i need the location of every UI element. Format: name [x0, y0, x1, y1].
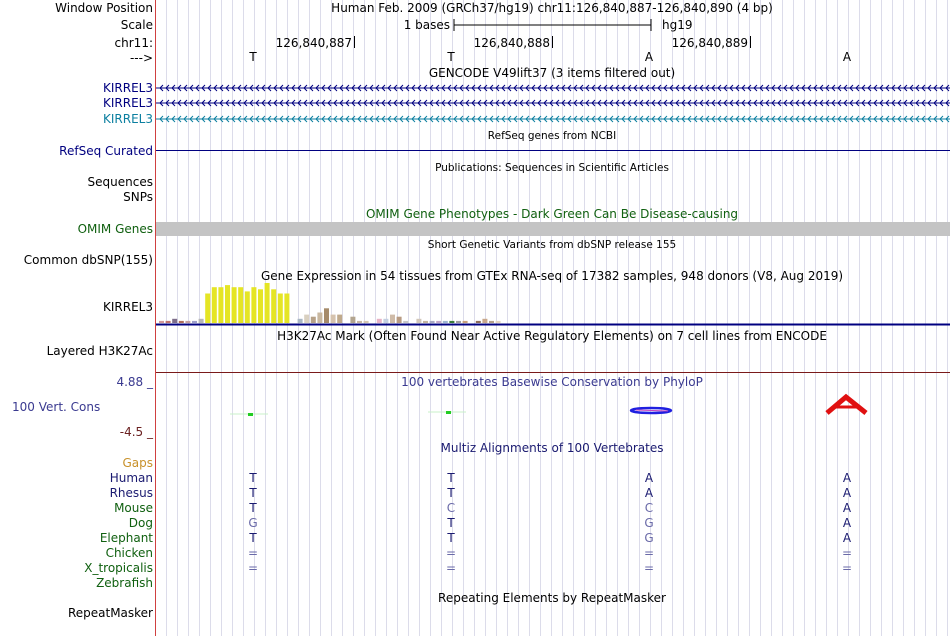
repeatmasker-label[interactable]: RepeatMasker: [67, 606, 153, 620]
species-label-gaps[interactable]: Gaps: [122, 456, 153, 470]
gtex-tissue-bar: [331, 315, 336, 323]
refseq-curated-label[interactable]: RefSeq Curated: [59, 144, 153, 158]
ref-base-2: T: [447, 50, 455, 64]
gtex-tissue-bar: [436, 321, 441, 323]
species-label-elephant[interactable]: Elephant: [99, 531, 153, 545]
ref-base-3: A: [644, 50, 654, 64]
alignment-base: T: [249, 531, 257, 545]
gencode-item-label-2[interactable]: KIRREL3: [103, 96, 153, 110]
alignment-base: =: [841, 561, 853, 575]
alignment-base: A: [644, 486, 654, 500]
alignment-base: T: [447, 486, 455, 500]
alignment-base: T: [447, 531, 455, 545]
gencode-track-title[interactable]: GENCODE V49lift37 (3 items filtered out): [428, 66, 676, 80]
conservation-base-c-mid: [636, 410, 668, 411]
dbsnp-label[interactable]: Common dbSNP(155): [23, 253, 153, 267]
gtex-tissue-bar: [377, 319, 382, 323]
alignment-base: =: [643, 561, 655, 575]
gtex-tissue-bar: [403, 321, 408, 323]
gencode-transcript-3: [156, 116, 950, 122]
gtex-tissue-bar: [476, 321, 481, 323]
publications-track-title[interactable]: Publications: Sequences in Scientific Articles: [435, 162, 669, 174]
ruler-tick-1: [354, 36, 355, 48]
h3k27ac-baseline: [156, 372, 950, 373]
gtex-tissue-bar: [311, 317, 316, 323]
alignment-base: T: [447, 471, 455, 485]
species-label-rhesus[interactable]: Rhesus: [109, 486, 153, 500]
gtex-tissue-bar: [337, 315, 342, 323]
alignment-base: G: [248, 516, 258, 530]
window-position-value: Human Feb. 2009 (GRCh37/hg19) chr11:126,840,887-126,840,890 (4 bp): [331, 1, 773, 15]
scale-right-text: hg19: [662, 18, 693, 32]
alignment-base: A: [644, 471, 654, 485]
conservation-label[interactable]: 100 Vert. Cons: [12, 400, 101, 414]
h3k27ac-label[interactable]: Layered H3K27Ac: [46, 344, 153, 358]
scale-label: Scale: [120, 18, 153, 32]
gtex-tissue-bar: [449, 321, 454, 323]
gtex-tissue-bar: [482, 319, 487, 323]
gtex-tissue-bar: [324, 308, 329, 323]
gtex-tissue-bar: [489, 321, 494, 323]
species-label-chicken[interactable]: Chicken: [105, 546, 153, 560]
gtex-tissue-bar: [443, 321, 448, 323]
alignment-base: T: [249, 471, 257, 485]
multiz-track-title[interactable]: Multiz Alignments of 100 Vertebrates: [440, 441, 664, 455]
gtex-tissue-bar: [496, 321, 501, 323]
gtex-tissue-bar: [232, 287, 237, 323]
gtex-tissue-bar: [185, 321, 190, 323]
h3k27ac-track-title[interactable]: H3K27Ac Mark (Often Found Near Active Regulatory Elements) on 7 cell lines from ENCODE: [277, 329, 827, 343]
gtex-tissue-bar: [159, 321, 164, 323]
gtex-tissue-bar: [364, 321, 369, 323]
alignment-base: =: [247, 546, 259, 560]
alignment-base: C: [644, 501, 654, 515]
alignment-base: T: [447, 516, 455, 530]
gtex-tissue-bar: [383, 319, 388, 323]
ref-base-1: T: [249, 50, 257, 64]
gtex-tissue-bar: [205, 294, 210, 324]
alignment-base: G: [644, 516, 654, 530]
conservation-mark-1: [248, 413, 253, 416]
window-position-label: Window Position: [55, 1, 153, 15]
gtex-track-title[interactable]: Gene Expression in 54 tissues from GTEx RNA-seq of 17382 samples, 948 donors (V8, Aug 2019): [260, 269, 844, 283]
gtex-tissue-bar: [357, 321, 362, 323]
ref-base-4: A: [842, 50, 852, 64]
species-label-x_tropicalis[interactable]: X_tropicalis: [84, 561, 153, 575]
gtex-tissue-bar: [284, 294, 289, 324]
alignment-base: T: [249, 501, 257, 515]
alignment-base: A: [842, 501, 852, 515]
gtex-tissue-bar: [192, 321, 197, 323]
alignment-base: =: [445, 561, 457, 575]
ruler-position-3: 126,840,889: [671, 36, 748, 50]
refseq-track-title[interactable]: RefSeq genes from NCBI: [487, 130, 617, 142]
gtex-tissue-bar: [416, 319, 421, 323]
gtex-tissue-bar: [265, 283, 270, 323]
gencode-item-label-3[interactable]: KIRREL3: [103, 112, 153, 126]
alignment-base: C: [446, 501, 456, 515]
scale-left-text: 1 bases: [403, 18, 450, 32]
alignment-base: T: [249, 486, 257, 500]
species-label-dog[interactable]: Dog: [128, 516, 153, 530]
conservation-min-label: -4.5 _: [119, 425, 153, 439]
alignment-base: A: [842, 486, 852, 500]
omim-track-title[interactable]: OMIM Gene Phenotypes - Dark Green Can Be Disease-causing: [365, 207, 739, 221]
ruler-position-1: 126,840,887: [275, 36, 352, 50]
gtex-tissue-bar: [172, 319, 177, 323]
ruler-tick-3: [750, 36, 751, 48]
gtex-tissue-bar: [350, 317, 355, 323]
gencode-transcript-1: [156, 85, 950, 91]
gtex-tissue-bar: [245, 291, 250, 323]
alignment-base: =: [445, 546, 457, 560]
gtex-tissue-bar: [463, 321, 468, 323]
species-label-mouse[interactable]: Mouse: [114, 501, 153, 515]
omim-genes-label[interactable]: OMIM Genes: [77, 222, 153, 236]
gtex-tissue-bar: [238, 287, 243, 323]
scale-bar: [453, 18, 653, 32]
gtex-tissue-bar: [166, 321, 171, 323]
gtex-tissue-bar: [304, 315, 309, 323]
conservation-track-title[interactable]: 100 vertebrates Basewise Conservation by PhyloP: [401, 375, 703, 389]
repeatmasker-track-title[interactable]: Repeating Elements by RepeatMasker: [438, 591, 666, 605]
alignment-base: G: [644, 531, 654, 545]
species-label-human[interactable]: Human: [109, 471, 153, 485]
gtex-tissue-bar: [397, 317, 402, 323]
gtex-tissue-bar: [258, 289, 263, 323]
gtex-bar-chart[interactable]: [156, 283, 950, 326]
publications-sequences-label[interactable]: Sequences: [87, 175, 153, 189]
gtex-tissue-bar: [390, 315, 395, 323]
conservation-max-label: 4.88 _: [116, 375, 153, 389]
refseq-gene-line[interactable]: [156, 150, 950, 151]
ruler-position-2: 126,840,888: [473, 36, 550, 50]
publications-snps-label[interactable]: SNPs: [123, 190, 153, 204]
gtex-tissue-bar: [251, 287, 256, 323]
gtex-tissue-bar: [278, 294, 283, 324]
alignment-base: =: [841, 546, 853, 560]
gtex-tissue-bar: [212, 287, 217, 323]
gtex-tissue-bar: [179, 321, 184, 323]
alignment-base: A: [842, 516, 852, 530]
gtex-tissue-bar: [430, 321, 435, 323]
conservation-plot[interactable]: [156, 393, 950, 423]
gtex-tissue-bar: [423, 321, 428, 323]
gtex-tissue-bar: [218, 287, 223, 323]
chrom-label: chr11:: [114, 36, 153, 50]
gtex-tissue-bar: [298, 319, 303, 323]
gtex-tissue-bar: [456, 321, 461, 323]
alignment-base: =: [643, 546, 655, 560]
gtex-tissue-bar: [271, 289, 276, 323]
alignment-base: A: [842, 531, 852, 545]
strand-label: --->: [129, 51, 153, 65]
gencode-item-label-1[interactable]: KIRREL3: [103, 81, 153, 95]
gencode-transcript-2: [156, 100, 950, 106]
gencode-transcripts[interactable]: [156, 82, 950, 126]
conservation-mark-2: [446, 411, 451, 414]
dbsnp-track-title[interactable]: Short Genetic Variants from dbSNP release 155: [427, 239, 677, 251]
alignment-base: A: [842, 471, 852, 485]
ruler-tick-2: [552, 36, 553, 48]
species-label-zebrafish[interactable]: Zebrafish: [96, 576, 153, 590]
omim-feature-bar[interactable]: [156, 222, 950, 236]
gtex-gene-label[interactable]: KIRREL3: [103, 300, 153, 314]
alignment-base: =: [247, 561, 259, 575]
gtex-tissue-bar: [225, 285, 230, 323]
conservation-base-a: [827, 397, 866, 413]
gtex-tissue-bar: [317, 313, 322, 324]
gtex-tissue-bar: [199, 319, 204, 323]
